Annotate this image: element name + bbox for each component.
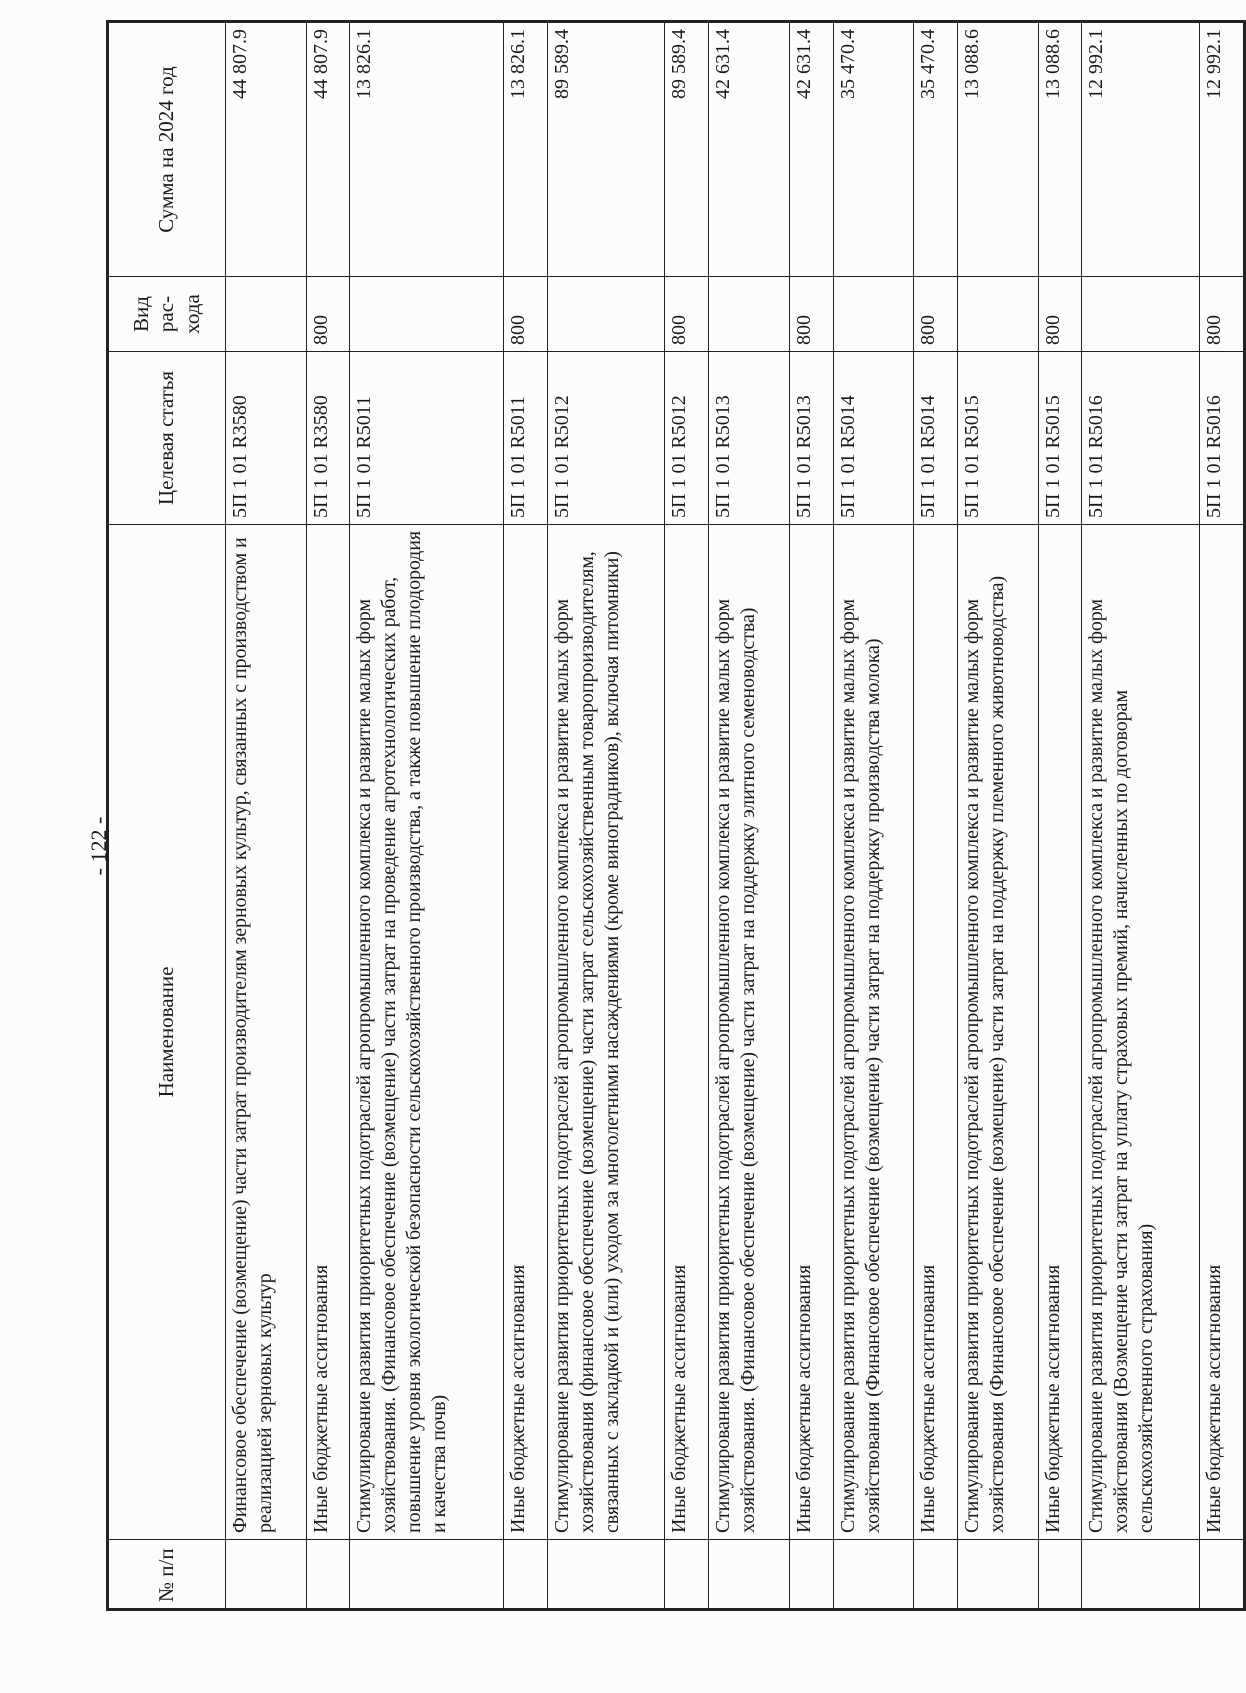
cell-article: 5П 1 01 R3580 [306, 352, 350, 525]
cell-name: Иные бюджетные ассигнования [306, 525, 350, 1540]
table-row [665, 22, 709, 1610]
table-row [709, 22, 790, 1610]
table-header-row [108, 22, 226, 1610]
cell-article: 5П 1 01 R5012 [548, 352, 665, 525]
cell-kind [709, 277, 790, 352]
cell-num [350, 1540, 504, 1610]
cell-amount: 12 992.1 [1082, 22, 1199, 277]
cell-name: Иные бюджетные ассигнования [1038, 525, 1082, 1540]
cell-kind [1082, 277, 1199, 352]
cell-num [1082, 1540, 1199, 1610]
table-row [226, 22, 307, 1610]
cell-kind [548, 277, 665, 352]
table-row [1199, 22, 1244, 1610]
cell-name: Иные бюджетные ассигнования [504, 525, 548, 1540]
table-body [226, 22, 1245, 1610]
header-amount: Сумма на 2024 год [108, 22, 226, 277]
cell-amount: 42 631.4 [709, 22, 790, 277]
cell-name: Иные бюджетные ассигнования [1199, 525, 1244, 1540]
cell-kind [833, 277, 914, 352]
cell-article: 5П 1 01 R5013 [789, 352, 833, 525]
cell-num [709, 1540, 790, 1610]
cell-kind: 800 [306, 277, 350, 352]
cell-num [226, 1540, 307, 1610]
cell-name: Иные бюджетные ассигнования [789, 525, 833, 1540]
cell-num [789, 1540, 833, 1610]
page-number: - 122 - [86, 816, 111, 876]
cell-num [504, 1540, 548, 1610]
cell-amount: 13 088.6 [958, 22, 1039, 277]
cell-article: 5П 1 01 R3580 [226, 352, 307, 525]
cell-kind: 800 [1038, 277, 1082, 352]
cell-name: Стимулирование развития приоритетных подотраслей агропромышленного комплекса и развитие малых форм хозяйствования (Финансовое обеспечение (возмещение) части затрат на поддержку производства молока) [833, 525, 914, 1540]
cell-name: Стимулирование развития приоритетных подотраслей агропромышленного комплекса и развитие малых форм хозяйствования (финансовое обеспечение (возмещение) части затрат сельскохозяйственным товаропроизводителям, связанных с закладкой и (или) уходом за многолетними насаждениями (кроме виноградников), включая питомники) [548, 525, 665, 1540]
cell-num [548, 1540, 665, 1610]
cell-article: 5П 1 01 R5015 [958, 352, 1039, 525]
cell-name: Финансовое обеспечение (возмещение) части затрат производителям зерновых культур, связанных с производством и реализацией зерновых культур [226, 525, 307, 1540]
header-article: Целевая статья [108, 352, 226, 525]
table-row [306, 22, 350, 1610]
cell-kind [350, 277, 504, 352]
budget-table-container [106, 23, 1246, 1611]
cell-article: 5П 1 01 R5015 [1038, 352, 1082, 525]
cell-amount: 89 589.4 [548, 22, 665, 277]
cell-amount: 44 807.9 [306, 22, 350, 277]
cell-kind [226, 277, 307, 352]
cell-num [306, 1540, 350, 1610]
cell-kind: 800 [1199, 277, 1244, 352]
table-row [548, 22, 665, 1610]
cell-amount: 42 631.4 [789, 22, 833, 277]
table-row [833, 22, 914, 1610]
cell-name: Иные бюджетные ассигнования [914, 525, 958, 1540]
header-num: № п/п [108, 1540, 226, 1610]
cell-num [833, 1540, 914, 1610]
cell-name: Стимулирование развития приоритетных подотраслей агропромышленного комплекса и развитие малых форм хозяйствования (Возмещение части затрат на уплату страховых премий, начисленных по договорам сельскохозяйственного страхования) [1082, 525, 1199, 1540]
cell-amount: 35 470.4 [914, 22, 958, 277]
cell-article: 5П 1 01 R5014 [833, 352, 914, 525]
cell-num [665, 1540, 709, 1610]
cell-kind: 800 [914, 277, 958, 352]
table-row [504, 22, 548, 1610]
table-row [789, 22, 833, 1610]
cell-article: 5П 1 01 R5011 [504, 352, 548, 525]
table-row [1038, 22, 1082, 1610]
cell-article: 5П 1 01 R5013 [709, 352, 790, 525]
cell-name: Стимулирование развития приоритетных подотраслей агропромышленного комплекса и развитие малых форм хозяйствования (Финансовое обеспечение (возмещение) части затрат на поддержку племенного животноводства) [958, 525, 1039, 1540]
cell-name: Стимулирование развития приоритетных подотраслей агропромышленного комплекса и развитие малых форм хозяйствования. (Финансовое обеспечение (возмещение) части затрат на поддержку элитного семеноводства) [709, 525, 790, 1540]
cell-amount: 13 826.1 [504, 22, 548, 277]
cell-kind [958, 277, 1039, 352]
cell-article: 5П 1 01 R5011 [350, 352, 504, 525]
cell-amount: 35 470.4 [833, 22, 914, 277]
header-name: Наименование [108, 525, 226, 1540]
cell-amount: 44 807.9 [226, 22, 307, 277]
cell-article: 5П 1 01 R5016 [1199, 352, 1244, 525]
cell-kind: 800 [789, 277, 833, 352]
table-row [1082, 22, 1199, 1610]
cell-num [914, 1540, 958, 1610]
cell-amount: 13 826.1 [350, 22, 504, 277]
cell-name: Стимулирование развития приоритетных подотраслей агропромышленного комплекса и развитие малых форм хозяйствования. (Финансовое обеспечение (возмещение) части затрат на проведение агротехнологических работ, повышение уровня экологической безопасности сельскохозяйственного производства, а также повышение плодородия и качества почв) [350, 525, 504, 1540]
table-row [958, 22, 1039, 1610]
cell-amount: 13 088.6 [1038, 22, 1082, 277]
cell-num [1038, 1540, 1082, 1610]
header-kind: Вид рас- хода [108, 277, 226, 352]
cell-num [1199, 1540, 1244, 1610]
cell-amount: 12 992.1 [1199, 22, 1244, 277]
cell-article: 5П 1 01 R5014 [914, 352, 958, 525]
table-row [350, 22, 504, 1610]
budget-table [106, 20, 1246, 1611]
cell-kind: 800 [504, 277, 548, 352]
cell-name: Иные бюджетные ассигнования [665, 525, 709, 1540]
table-row [914, 22, 958, 1610]
cell-kind: 800 [665, 277, 709, 352]
cell-article: 5П 1 01 R5016 [1082, 352, 1199, 525]
cell-amount: 89 589.4 [665, 22, 709, 277]
cell-num [958, 1540, 1039, 1610]
cell-article: 5П 1 01 R5012 [665, 352, 709, 525]
